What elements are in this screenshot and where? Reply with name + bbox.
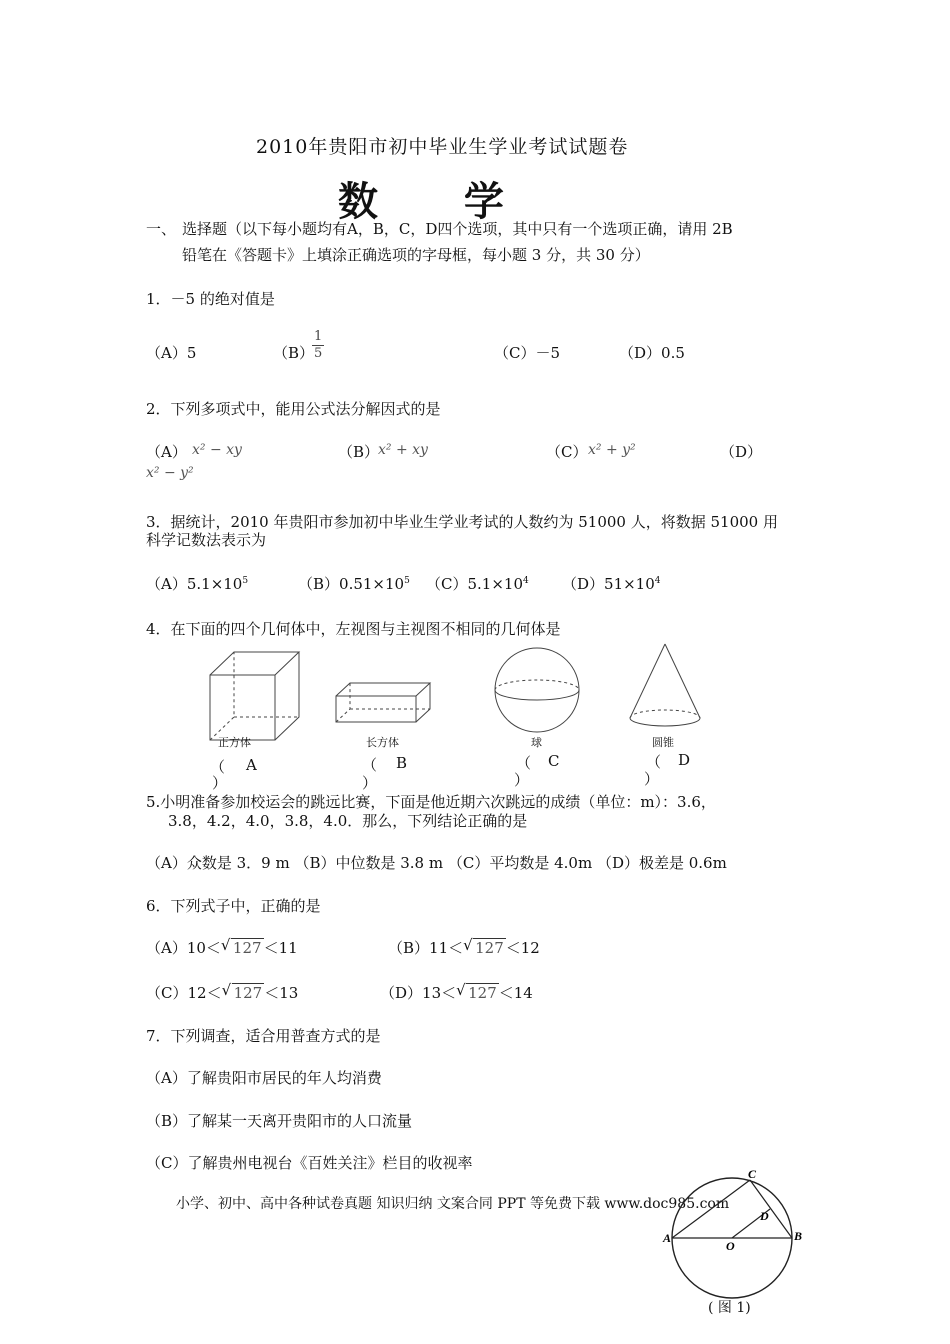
shape-b-label: B: [396, 754, 408, 772]
q3-option-a: [146, 573, 248, 594]
q1-option-d: （D）0.5: [619, 344, 685, 362]
q2-option-c-label: （C）: [546, 443, 588, 461]
subject-heading: 数 学: [338, 178, 540, 225]
q6-option-b-post: ＜12: [505, 939, 540, 957]
sqrt-127: [456, 983, 499, 1002]
q6-option-a-pre: （A）10＜: [146, 939, 221, 957]
fraction-numerator: 1: [314, 329, 323, 344]
point-b-label: B: [794, 1229, 803, 1243]
radicand: 127: [468, 984, 497, 1002]
radicand: 127: [232, 939, 262, 957]
q2-option-d-expr: x² − y²: [146, 465, 194, 481]
chord-cb: [750, 1180, 792, 1238]
sqrt-sign: √: [220, 936, 231, 954]
shape-d-close-paren: ）: [644, 770, 660, 788]
sqrt-127: [222, 983, 265, 1002]
q7-stem: 7．下列调查，适合用普查方式的是: [146, 1027, 381, 1045]
shape-name-cone: 圆锥: [652, 736, 674, 749]
q6-option-b: [388, 937, 540, 958]
q1-option-c: （C）－5: [494, 344, 561, 362]
q1-stem: 1．－5 的绝对值是: [146, 290, 275, 308]
shape-d-open-paren: （: [646, 753, 662, 771]
shape-c-close-paren: ）: [514, 771, 530, 789]
radicand: 127: [475, 939, 504, 957]
q5-options: （A）众数是 3．9 m （B）中位数是 3.8 m （C）平均数是 4.0m （D）极差是 0.6m: [146, 854, 727, 872]
shape-b-open-paren: （: [362, 756, 378, 774]
q2-option-c-expr: x² + y²: [588, 442, 636, 458]
q1-option-b-fraction: [312, 329, 324, 362]
q7-option-c: （C）了解贵州电视台《百姓关注》栏目的收视率: [146, 1154, 473, 1172]
q4-stem: 4．在下面的四个几何体中，左视图与主视图不相同的几何体是: [146, 620, 561, 638]
radicand: 127: [233, 984, 263, 1002]
footer-note: 小学、初中、高中各种试卷真题 知识归纳 文案合同 PPT 等免费下载 www.doc985.com: [176, 1196, 730, 1212]
q7-option-a: （A）了解贵阳市居民的年人均消费: [146, 1069, 382, 1087]
section-instructions-line1: 选择题（以下每小题均有A，B，C，D四个选项，其中只有一个选项正确，请用 2B: [182, 220, 733, 238]
figure-caption: ( 图 1): [708, 1300, 751, 1316]
q6-option-a: [146, 937, 298, 958]
q1-option-b-label: （B）: [273, 344, 315, 362]
sqrt-sign: √: [456, 981, 466, 999]
q3-option-c-exponent: 4: [523, 576, 529, 586]
sqrt-sign: √: [463, 936, 473, 954]
q2-option-a-expr: x² − xy: [192, 442, 242, 458]
chord-ac: [672, 1180, 750, 1238]
q6-option-c-post: ＜13: [264, 984, 299, 1002]
q6-option-a-post: ＜11: [263, 939, 298, 957]
shape-a-close-paren: ）: [212, 774, 228, 792]
q6-option-d-post: ＜14: [498, 984, 533, 1002]
sqrt-127: [463, 938, 506, 957]
q2-option-a-label: （A）: [146, 443, 187, 461]
q7-option-b: （B）了解某一天离开贵阳市的人口流量: [146, 1112, 413, 1130]
shape-name-sphere: 球: [531, 736, 542, 749]
point-d-label: D: [760, 1209, 769, 1223]
q6-option-d: [380, 982, 533, 1003]
section-number: 一、: [146, 220, 177, 238]
point-a-label: A: [663, 1231, 672, 1245]
q6-option-b-pre: （B）11＜: [388, 939, 464, 957]
q3-option-d-text: （D）51×10: [562, 575, 655, 593]
point-o-label: O: [726, 1239, 735, 1253]
sqrt-127: [221, 938, 264, 957]
sphere-figure: [495, 648, 579, 732]
q3-option-a-text: （A）5.1×10: [146, 575, 243, 593]
sqrt-sign: √: [221, 981, 232, 999]
section-instructions-line2: 铅笔在《答题卡》上填涂正确选项的字母框，每小题 3 分，共 30 分）: [182, 246, 650, 264]
cuboid-figure: [336, 683, 430, 722]
q4-figures: [200, 640, 720, 750]
q3-option-d: [562, 573, 661, 594]
q3-option-b: [298, 573, 410, 594]
shape-d-label: D: [678, 751, 691, 769]
q3-option-c: [426, 573, 529, 594]
q2-option-b-label: （B）: [338, 443, 380, 461]
cube-figure: [210, 652, 299, 740]
q3-option-d-exponent: 4: [654, 576, 661, 586]
q5-line2: 3.8，4.2，4.0，3.8，4.0．那么，下列结论正确的是: [168, 812, 528, 830]
q2-option-d-label: （D）: [720, 443, 763, 461]
q5-line1: 5.小明准备参加校运会的跳远比赛，下面是他近期六次跳远的成绩（单位：m）：3.6，: [146, 793, 716, 811]
q2-option-b-expr: x² + xy: [378, 442, 428, 458]
shape-name-cube: 正方体: [218, 736, 251, 749]
shape-c-open-paren: （: [516, 754, 532, 772]
exam-title: 2010年贵阳市初中毕业生学业考试试题卷: [256, 136, 629, 158]
q6-option-c: [146, 982, 298, 1003]
q3-option-b-exponent: 5: [404, 576, 410, 586]
q2-stem: 2．下列多项式中，能用公式法分解因式的是: [146, 400, 441, 418]
shape-b-close-paren: ）: [362, 774, 378, 792]
q3-line2: 科学记数法表示为: [146, 531, 267, 549]
q1-option-a: （A）5: [146, 344, 197, 362]
figure-1-circle: [662, 1168, 812, 1308]
shape-a-open-paren: （: [210, 758, 226, 776]
cone-figure: [630, 644, 700, 726]
q6-stem: 6．下列式子中，正确的是: [146, 897, 321, 915]
fraction-denominator: 5: [314, 346, 323, 361]
shape-c-label: C: [548, 752, 560, 770]
q3-option-b-text: （B）0.51×10: [298, 575, 405, 593]
q6-option-d-pre: （D）13＜: [380, 984, 457, 1002]
shape-name-cuboid: 长方体: [366, 736, 399, 749]
q3-line1: 3．据统计，2010 年贵阳市参加初中毕业生学业考试的人数约为 51000 人，将数据 51000 用: [146, 513, 778, 531]
q3-option-c-text: （C）5.1×10: [426, 575, 523, 593]
point-c-label: C: [748, 1168, 757, 1181]
q3-option-a-exponent: 5: [242, 576, 249, 586]
q6-option-c-pre: （C）12＜: [146, 984, 222, 1002]
shape-a-label: A: [246, 756, 257, 774]
